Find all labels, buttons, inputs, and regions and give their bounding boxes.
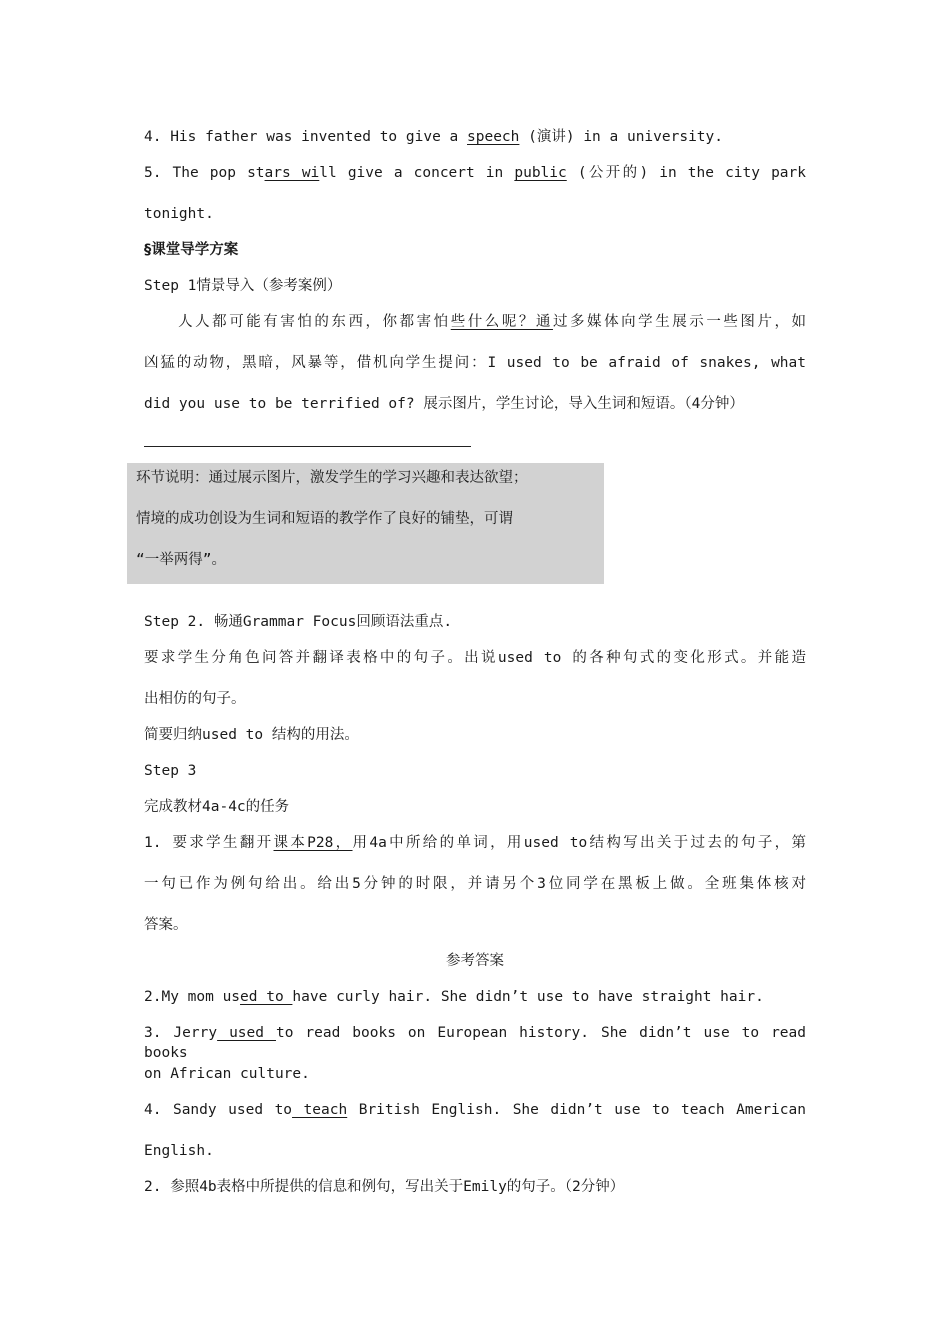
step1-paragraph-line1: [144, 312, 806, 332]
note-box: [127, 463, 604, 584]
underlined-fragment: teach: [292, 1102, 348, 1118]
step1-paragraph-line2: 凶猛的动物，黑暗，风暴等，借机向学生提问：I used to be afraid of snakes, what: [144, 355, 806, 371]
task1-line1: [144, 833, 806, 853]
answer-4: [144, 1100, 806, 1120]
text: ll give a concert in: [319, 165, 515, 181]
answer-2: [144, 987, 806, 1007]
text: to read books on European history. She didn’t use to read books: [144, 1025, 806, 1061]
note-line: “一举两得”。: [136, 552, 226, 568]
text: 2.My mom us: [144, 989, 241, 1005]
underlined-fragment: used: [217, 1025, 276, 1041]
step2-line3: 简要归纳used to 结构的用法。: [144, 727, 359, 743]
note-line: 情境的成功创设为生词和短语的教学作了良好的铺垫，可谓: [136, 511, 513, 527]
step1-title: Step 1情景导入（参考案例）: [144, 278, 342, 294]
text: (公开的) in the city park: [566, 165, 806, 181]
task2: 2. 参照4b表格中所提供的信息和例句，写出关于Emily的句子。（2分钟）: [144, 1179, 625, 1195]
underlined-fragment: 些什么呢？通: [450, 314, 553, 330]
underlined-word: public: [514, 165, 567, 181]
step2-title: Step 2. 畅通Grammar Focus回顾语法重点.: [144, 614, 453, 630]
item-5-continued: tonight.: [144, 206, 214, 222]
horizontal-rule: [144, 446, 471, 447]
item-5: [144, 163, 806, 183]
note-line: 环节说明：通过展示图片，激发学生的学习兴趣和表达欲望；: [136, 470, 528, 486]
task1-line2: 一句已作为例句给出。给出5分钟的时限，并请另个3位同学在黑板上做。全班集体核对: [144, 876, 806, 892]
task1-line3: 答案。: [144, 917, 188, 933]
underlined-fragment: 课本P28，: [273, 835, 353, 851]
section-heading: §课堂导学方案: [144, 242, 239, 258]
underlined-word: speech: [467, 129, 520, 145]
step1-paragraph-line3: did you use to be terrified of? 展示图片，学生讨论，导入生词和短语。（4分钟）: [144, 396, 744, 412]
text: have curly hair. She didn’t use to have straight hair.: [292, 989, 764, 1005]
text: 人人都可能有害怕的东西，你都害怕: [144, 314, 451, 330]
text: 4. His father was invented to give a: [144, 129, 468, 145]
text: 3. Jerry: [144, 1025, 218, 1041]
text: 用4a中所给的单词，用used to结构写出关于过去的句子，第: [352, 835, 806, 851]
step3-subtitle: 完成教材4a-4c的任务: [144, 799, 290, 815]
text: British English. She didn’t use to teach American: [347, 1102, 806, 1118]
underlined-fragment: ed to: [240, 989, 293, 1005]
step2-line1: 要求学生分角色问答并翻译表格中的句子。出说used to 的各种句式的变化形式。并能造: [144, 650, 806, 666]
step2-line2: 出相仿的句子。: [144, 691, 246, 707]
answer-3: [144, 1023, 806, 1063]
text: (演讲) in a university.: [519, 129, 724, 145]
item-4: [144, 127, 806, 147]
answer-4-continued: English.: [144, 1143, 214, 1159]
text: 过多媒体向学生展示一些图片，如: [552, 314, 807, 330]
text: 4. Sandy used to: [144, 1102, 293, 1118]
text: 5. The pop st: [144, 165, 265, 181]
text: 1. 要求学生翻开: [144, 835, 274, 851]
underlined-fragment: ars wi: [264, 165, 320, 181]
step3-title: Step 3: [144, 763, 197, 779]
answer-3-continued: on African culture.: [144, 1066, 310, 1082]
answers-title: 参考答案: [446, 953, 504, 969]
